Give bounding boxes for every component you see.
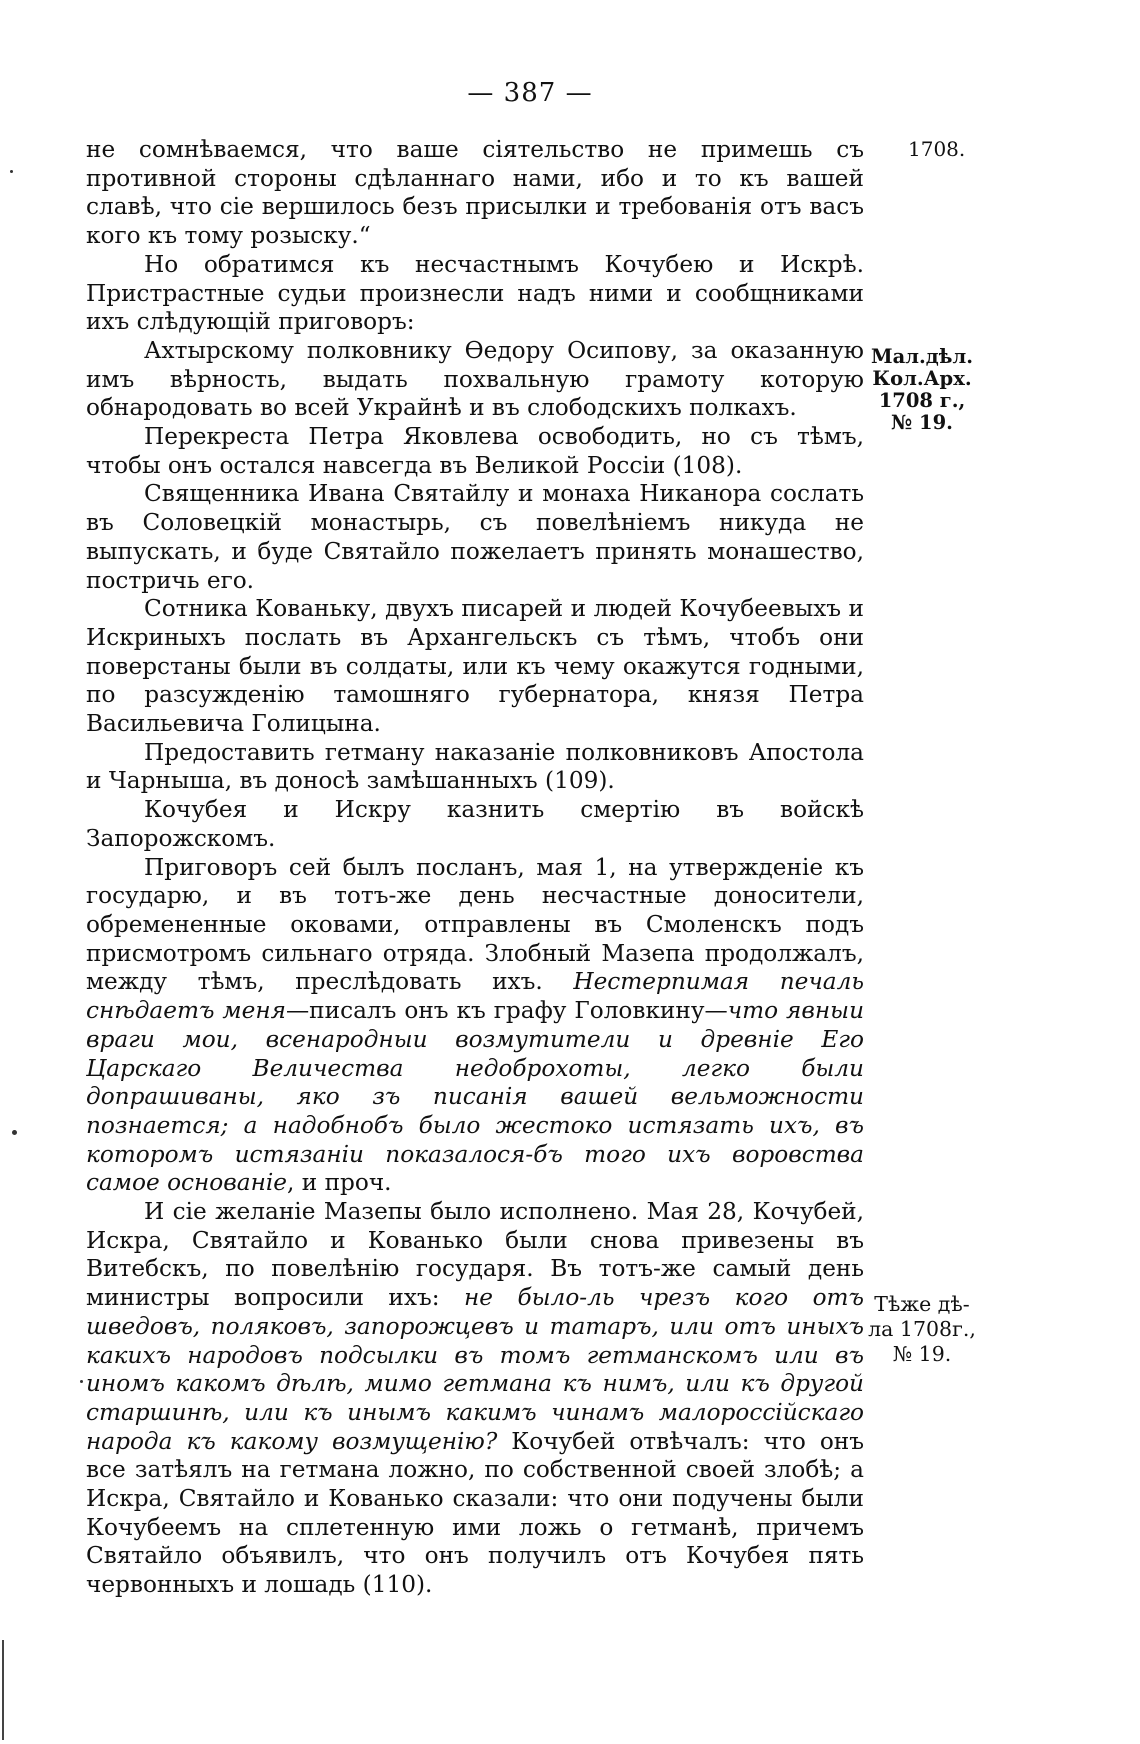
margin-note-same-case-line: Тѣже дѣ- [874, 1292, 970, 1316]
para9-mid: —писалъ онъ къ графу Головкину— [285, 997, 728, 1025]
para9-quote1: Нестерпимая печаль снѣдаетъ меня [86, 968, 864, 1025]
paragraph-10 [86, 1198, 864, 1600]
margin-note-same-case-line: № 19. [892, 1342, 952, 1366]
margin-note-archive-line: Кол.Арх. [872, 367, 972, 390]
main-text [86, 136, 864, 1600]
ink-speck [12, 1130, 17, 1135]
paragraph-8: Кочубея и Искру казнить смертію въ войскѣ Запорожскомъ. [86, 796, 864, 852]
margin-note-archive-line: 1708 г., [878, 389, 966, 412]
para10-lead: И сіе желаніе Мазепы было исполнено. Мая 28, Кочубей, Искра, Святайло и Кованько были снова привезены въ Витебскъ, по повелѣнію государя. Въ тотъ-же самый день министры вопросили ихъ: [86, 1198, 864, 1312]
margin-year: 1708. [908, 137, 966, 161]
paragraph-4: Перекреста Петра Яковлева освободить, но съ тѣмъ, чтобы онъ остался навсегда въ Великой Россіи (108). [86, 423, 864, 479]
scan-edge-mark [2, 1640, 4, 1740]
margin-note-same-case [860, 1292, 984, 1367]
para9-lead: Приговоръ сей былъ посланъ, мая 1, на утвержденіе къ государю, и въ тотъ-же день несчастные доносители, обремененные оковами, отправлены въ Смоленскъ подъ присмотромъ сильнаго отряда. Злобный Мазепа продолжалъ, между тѣмъ, преслѣдовать ихъ. [86, 853, 864, 996]
ink-speck [80, 1380, 83, 1383]
paragraph-1: не сомнѣваемся, что ваше сіятельство не примешь съ противной стороны сдѣланнаго нами, ибо и то къ вашей славѣ, что сіе вершилось безъ присылки и требованія отъ васъ кого къ тому розыску.“ [86, 136, 864, 250]
para9-quote2: что явныи враги мои, всенародныи возмутители и древніе Его Царскаго Величества недоброхоты, легко были допрашиваны, яко зъ писанія вашей вельможности познается; а надобнобъ было жестоко истязать ихъ, въ которомъ истязаніи показалося-бъ того ихъ воровства самое основаніе [86, 997, 864, 1197]
margin-note-archive-line: Мал.дѣл. [870, 345, 973, 368]
para9-tail: , и проч. [287, 1169, 392, 1197]
paragraph-9 [86, 854, 864, 1198]
page-number: — 387 — [467, 78, 593, 108]
paragraph-2: Но обратимся къ несчастнымъ Кочубею и Искрѣ. Пристрастные судьи произнесли надъ ними и сообщниками ихъ слѣдующій приговоръ: [86, 250, 864, 336]
paragraph-3: Ахтырскому полковнику Ѳедору Осипову, за оказанную имъ вѣрность, выдать похвальную грамоту которую обнародовать во всей Украйнѣ и въ слободскихъ полкахъ. [86, 336, 864, 422]
para10-tail: Кочубей отвѣчалъ: что онъ все затѣялъ на гетмана ложно, по собственной своей злобѣ; а Искра, Святайло и Кованько сказали: что они подучены были Кочубеемъ на сплетенную ими ложь о гетманѣ, причемъ Святайло объявилъ, что онъ получилъ отъ Кочубея пять червонныхъ и лошадь (110). [86, 1427, 864, 1599]
margin-note-archive [862, 346, 982, 434]
margin-note-same-case-line: ла 1708г., [868, 1317, 976, 1341]
margin-note-archive-line: № 19. [891, 411, 953, 434]
paragraph-5: Священника Ивана Святайлу и монаха Никанора сослать въ Соловецкій монастырь, съ повелѣніемъ никуда не выпускать, и буде Святайло пожелаетъ принять монашество, постричь его. [86, 480, 864, 594]
ink-speck [10, 170, 13, 173]
paragraph-7: Предоставить гетману наказаніе полковниковъ Апостола и Чарныша, въ доносѣ замѣшанныхъ (109). [86, 738, 864, 795]
paragraph-6: Сотника Кованьку, двухъ писарей и людей Кочубеевыхъ и Искриныхъ послать въ Архангельскъ съ тѣмъ, чтобъ они поверстаны были въ солдаты, или къ чему окажутся годными, по разсужденію тамошняго губернатора, князя Петра Васильевича Голицына. [86, 595, 864, 738]
para10-question: не было-ль чрезъ кого отъ шведовъ, поляковъ, запорожцевъ и татаръ, или отъ иныхъ какихъ народовъ подсылки въ томъ гетманскомъ или въ иномъ какомъ дѣлѣ, мимо гетмана къ нимъ, или къ другой старшинѣ, или къ инымъ какимъ чинамъ малороссійскаго народа къ какому возмущенію? [86, 1284, 864, 1455]
